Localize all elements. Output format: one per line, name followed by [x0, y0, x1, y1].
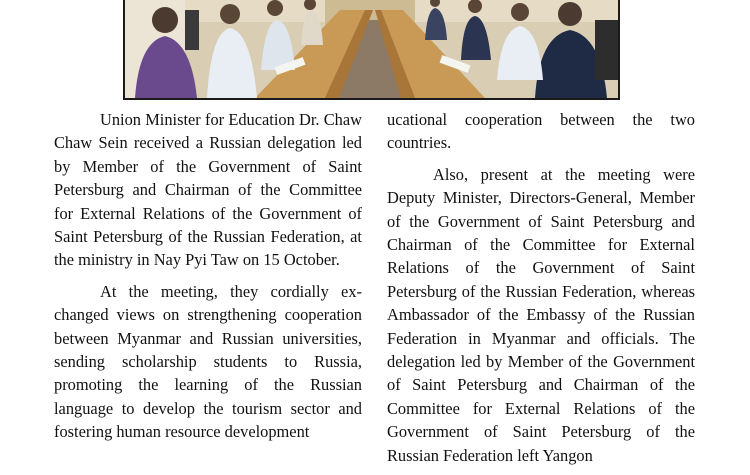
article-left-column	[54, 108, 362, 452]
meeting-photo-image	[125, 0, 618, 98]
article-paragraph: At the meeting, they cordially exchanged views on strengthening cooperation between Myanmar and Russian universities, sending scholarship students to Russia, promoting the learning of the Russian language to develop the tourism sector and fostering human resource development	[54, 281, 362, 442]
article-right-column	[387, 108, 695, 475]
article-paragraph-continued: ucational cooperation between the two countries.	[387, 110, 695, 153]
article-paragraph: Union Minister for Education Dr. Chaw Chaw Sein received a Russian delegation led by Member of the Government of Saint Petersburg and Chairman of the Committee for External Relations of the Government of Saint Petersburg of the Russian Federation, at the ministry in Nay Pyi Taw on 15 October.	[54, 110, 362, 270]
article-paragraph: Also, present at the meeting were Deputy Minister, Directors-General, Member of the Government of Saint Petersburg and Chairman of the Committee for External Relations of the Government of Saint Petersburg of the Russian Federation, whereas Ambassador of the Embassy of the Russian Federation in Myanmar and officials. The delegation led by Member of the Government of Saint Petersburg and Chairman of the Committee for External Relations of the Government of Saint Petersburg of the Russian Federation left Yangon	[387, 164, 695, 465]
meeting-photo	[123, 0, 620, 100]
